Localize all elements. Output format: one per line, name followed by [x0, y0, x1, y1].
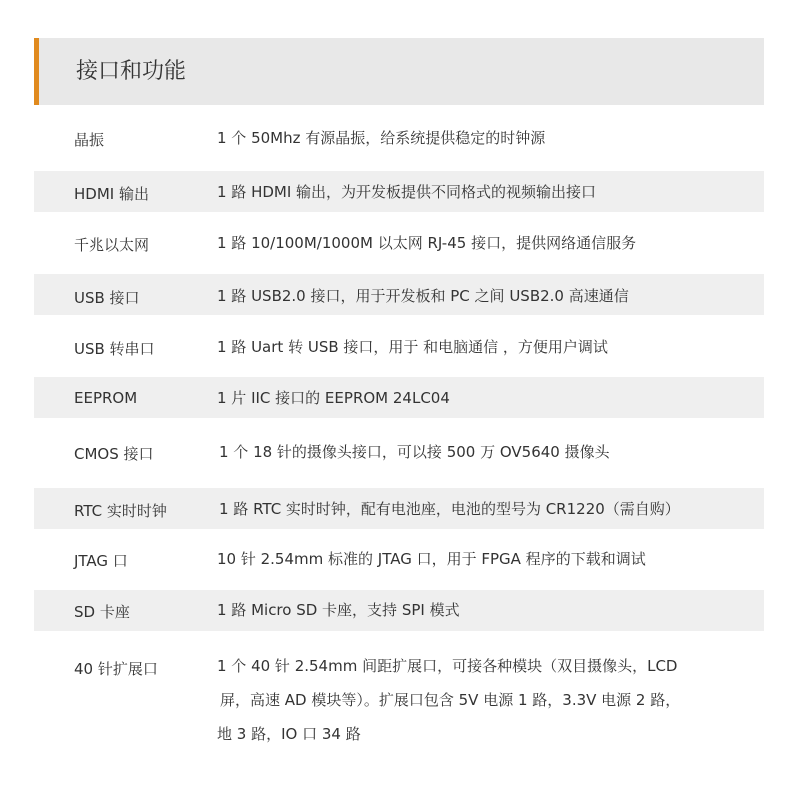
row-description: 1 路 RTC 实时时钟，配有电池座，电池的型号为 CR1220（需自购）	[219, 500, 680, 518]
row-description: 1 路 HDMI 输出，为开发板提供不同格式的视频输出接口	[217, 183, 597, 201]
row-description	[217, 649, 737, 751]
table-row-cmos	[34, 428, 764, 484]
row-label: RTC 实时时钟	[74, 502, 167, 520]
table-row-uart	[34, 326, 764, 367]
row-label: EEPROM	[74, 389, 138, 407]
description-line: 地 3 路，IO 口 34 路	[217, 725, 361, 743]
row-label: 千兆以太网	[74, 236, 150, 254]
row-description: 1 片 IIC 接口的 EEPROM 24LC04	[217, 389, 450, 407]
row-description: 1 个 50Mhz 有源晶振，给系统提供稳定的时钟源	[217, 129, 546, 147]
table-row-expansion	[34, 641, 764, 761]
row-description: 10 针 2.54mm 标准的 JTAG 口，用于 FPGA 程序的下载和调试	[217, 550, 646, 568]
table-row-hdmi	[34, 171, 764, 212]
row-description: 1 路 USB2.0 接口，用于开发板和 PC 之间 USB2.0 高速通信	[217, 287, 629, 305]
row-label: 40 针扩展口	[74, 660, 158, 678]
table-row-sd	[34, 590, 764, 631]
row-description: 1 个 18 针的摄像头接口，可以接 500 万 OV5640 摄像头	[219, 443, 610, 461]
table-row-ethernet	[34, 223, 764, 264]
table-row-jtag	[34, 539, 764, 580]
row-description: 1 路 Micro SD 卡座，支持 SPI 模式	[217, 601, 460, 619]
section-title: 接口和功能	[76, 59, 187, 84]
row-label: USB 转串口	[74, 340, 155, 358]
row-label: SD 卡座	[74, 603, 130, 621]
table-row-crystal	[34, 115, 764, 160]
row-label: 晶振	[74, 131, 105, 149]
description-line: 屏，高速 AD 模块等）。扩展口包含 5V 电源 1 路，3.3V 电源 2 路，	[220, 691, 681, 709]
section-header	[34, 38, 764, 105]
table-row-rtc	[34, 488, 764, 529]
row-description: 1 路 Uart 转 USB 接口，用于 和电脑通信 ，方便用户调试	[217, 338, 608, 356]
table-row-eeprom	[34, 377, 764, 418]
row-label: CMOS 接口	[74, 445, 154, 463]
row-description: 1 路 10/100M/1000M 以太网 RJ-45 接口，提供网络通信服务	[217, 234, 637, 252]
row-label: USB 接口	[74, 289, 140, 307]
description-line: 1 个 40 针 2.54mm 间距扩展口，可接各种模块（双目摄像头，LCD	[217, 657, 678, 675]
row-label: HDMI 输出	[74, 185, 149, 203]
row-label: JTAG 口	[74, 552, 128, 570]
table-row-usb	[34, 274, 764, 315]
